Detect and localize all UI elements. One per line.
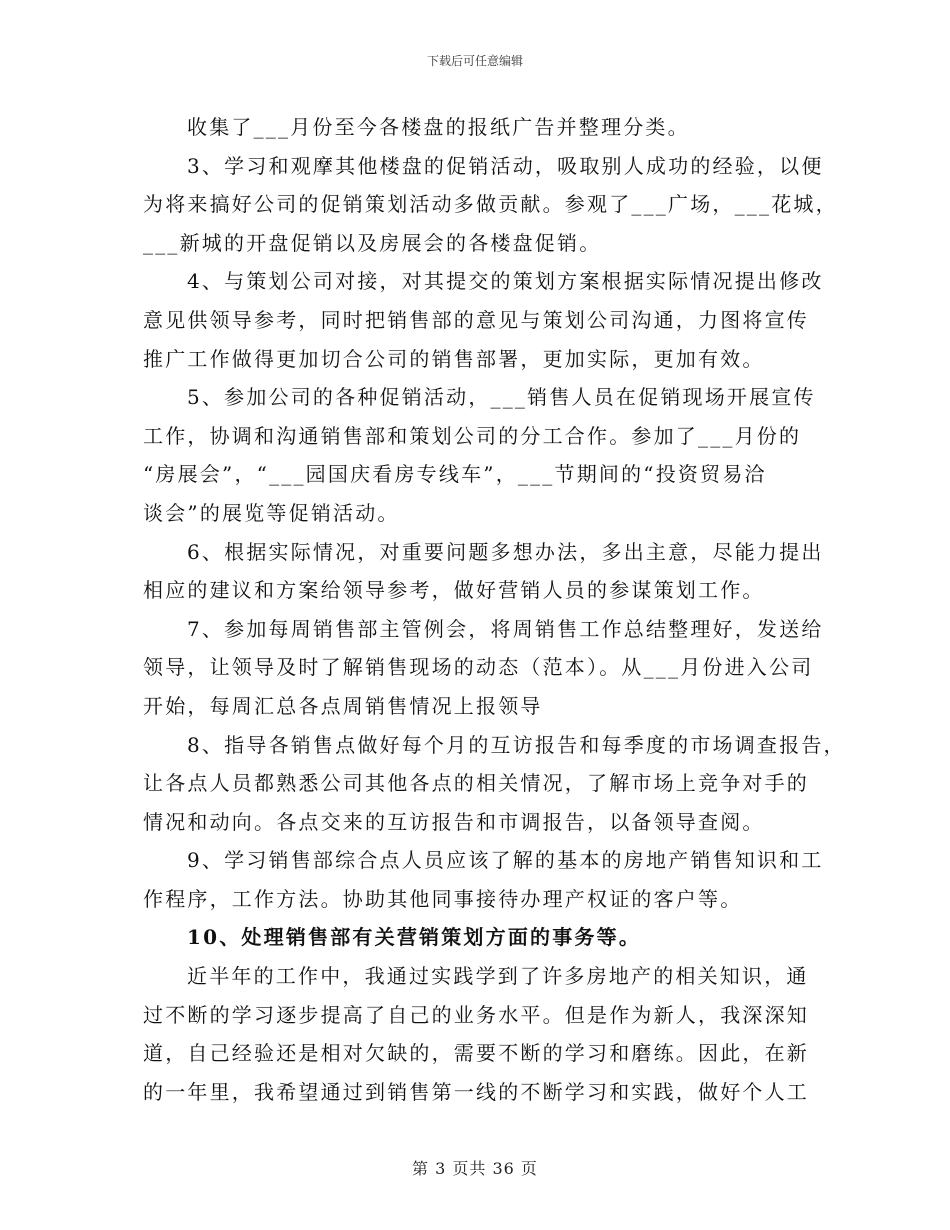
paragraph-item-3 xyxy=(143,147,838,263)
text-line: 8、指导各销售点做好每个月的互访报告和每季度的市场调查报告， xyxy=(187,732,846,757)
text-line: 7、参加每周销售部主管例会，将周销售工作总结整理好，发送给 xyxy=(187,616,824,641)
paragraph-item-10 xyxy=(143,918,823,957)
paragraph-item-7 xyxy=(143,610,823,726)
text-line: 道，自己经验还是相对欠缺的，需要不断的学习和磨练。因此，在新 xyxy=(143,1041,809,1066)
text-line: 推广工作做得更加切合公司的销售部署，更加实际，更加有效。 xyxy=(143,346,765,371)
text-line: 4、与策划公司对接，对其提交的策划方案根据实际情况提出修改 xyxy=(187,269,824,294)
text-line: 9、学习销售部综合点人员应该了解的基本的房地产销售知识和工 xyxy=(187,848,824,873)
paragraph-item-6 xyxy=(143,533,823,610)
paragraph-item-9 xyxy=(143,841,823,918)
text-line: 收集了___月份至今各楼盘的报纸广告并整理分类。 xyxy=(187,115,690,139)
text-line: 让各点人员都熟悉公司其他各点的相关情况，了解市场上竞争对手的 xyxy=(143,771,809,796)
paragraph-summary xyxy=(143,957,823,1111)
text-line: 相应的建议和方案给领导参考，做好营销人员的参谋策划工作。 xyxy=(143,578,765,603)
paragraph-item-4 xyxy=(143,262,823,378)
paragraph-collection xyxy=(143,108,823,147)
paragraph-item-5 xyxy=(143,378,823,532)
text-line: 意见供领导参考，同时把销售部的意见与策划公司沟通，力图将宣传 xyxy=(143,307,809,332)
text-line: “房展会”，“___园国庆看房专线车”，___节期间的“投资贸易洽 xyxy=(143,462,767,487)
paragraph-item-8 xyxy=(143,726,846,842)
page-number-footer: 第 3 页共 36 页 xyxy=(412,1159,538,1178)
text-line: 6、根据实际情况，对重要问题多想办法，多出主意，尽能力提出 xyxy=(187,539,824,564)
text-line: 为将来搞好公司的促销策划活动多做贡献。参观了___广场，___花城， xyxy=(143,192,838,217)
text-line: 的一年里，我希望通过到销售第一线的不断学习和实践，做好个人工 xyxy=(143,1079,809,1104)
text-line: 谈会”的展览等促销活动。 xyxy=(143,500,400,525)
text-line: 5、参加公司的各种促销活动，___销售人员在促销现场开展宣传 xyxy=(187,385,816,410)
text-line: 开始，每周汇总各点周销售情况上报领导 xyxy=(143,693,543,718)
text-line: ___新城的开盘促销以及房展会的各楼盘促销。 xyxy=(143,230,602,255)
text-line: 领导，让领导及时了解销售现场的动态（范本）。从___月份进入公司 xyxy=(143,655,814,680)
text-line: 过不断的学习逐步提高了自己的业务水平。但是作为新人，我深深知 xyxy=(143,1002,809,1027)
text-line: 工作，协调和沟通销售部和策划公司的分工合作。参加了___月份的 xyxy=(143,423,802,448)
text-line: 3、学习和观摩其他楼盘的促销活动，吸取别人成功的经验，以便 xyxy=(187,153,824,178)
text-line: 10、处理销售部有关营销策划方面的事务等。 xyxy=(187,925,642,950)
page-header: 下载后可任意编辑 xyxy=(426,54,523,68)
text-line: 情况和动向。各点交来的互访报告和市调报告，以备领导查阅。 xyxy=(143,809,765,834)
text-line: 作程序，工作方法。协助其他同事接待办理产权证的客户等。 xyxy=(143,886,743,911)
document-body xyxy=(143,108,846,1111)
text-line: 近半年的工作中，我通过实践学到了许多房地产的相关知识，通 xyxy=(187,964,809,989)
